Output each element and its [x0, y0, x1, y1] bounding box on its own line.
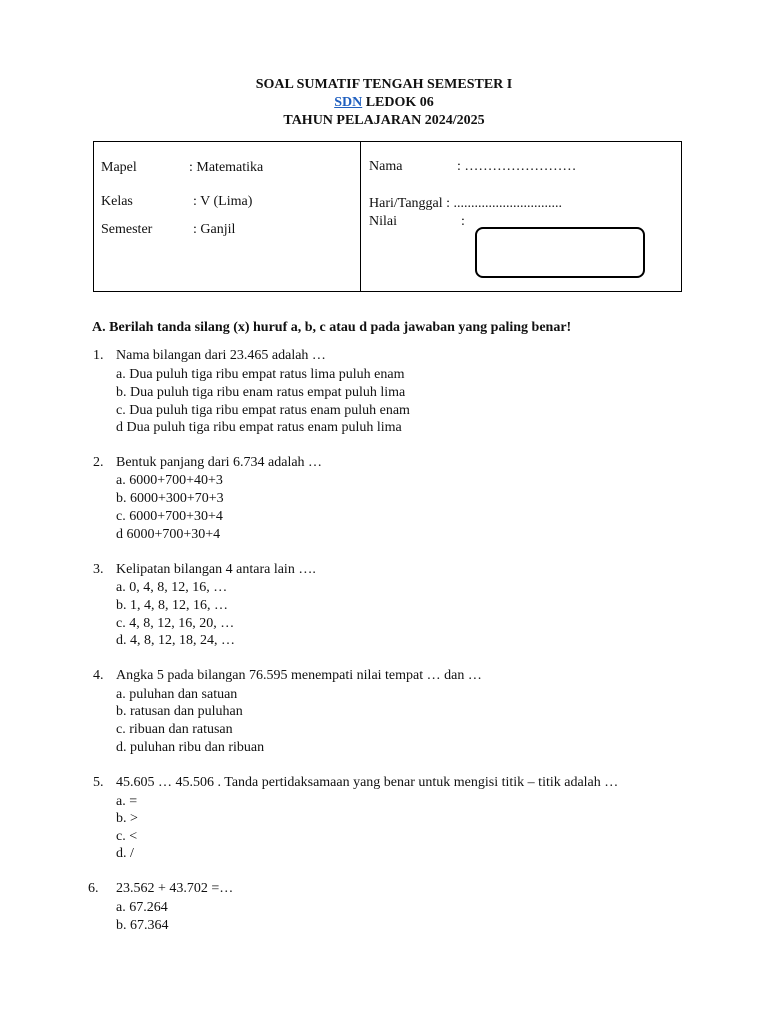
answer-option[interactable]: c. 6000+700+30+4 [116, 509, 223, 524]
question-number: 4. [93, 668, 104, 683]
info-box [93, 141, 682, 292]
info-divider [360, 142, 361, 291]
question-text: 23.562 + 43.702 =… [116, 881, 234, 896]
title-line-3: TAHUN PELAJARAN 2024/2025 [283, 113, 485, 128]
nama-label: Nama [369, 159, 403, 174]
answer-option[interactable]: a. 0, 4, 8, 12, 16, … [116, 580, 228, 595]
answer-option[interactable]: d 6000+700+30+4 [116, 527, 221, 542]
answer-option[interactable]: a. 6000+700+40+3 [116, 473, 223, 488]
answer-option[interactable]: b. ratusan dan puluhan [116, 704, 243, 719]
answer-option[interactable]: b. 67.364 [116, 918, 169, 933]
question-text: Kelipatan bilangan 4 antara lain …. [116, 562, 316, 577]
answer-option[interactable]: c. 4, 8, 12, 16, 20, … [116, 616, 235, 631]
answer-option[interactable]: a. puluhan dan satuan [116, 687, 238, 702]
school-name [0, 95, 768, 111]
question-number: 5. [93, 775, 104, 790]
answer-option[interactable]: d. puluhan ribu dan ribuan [116, 740, 265, 755]
kelas-value: : V (Lima) [193, 194, 253, 209]
hari-tanggal-field[interactable]: Hari/Tanggal : ............................... [369, 196, 563, 211]
question-text: Angka 5 pada bilangan 76.595 menempati nilai tempat … dan … [116, 668, 482, 683]
answer-option[interactable]: b. Dua puluh tiga ribu enam ratus empat puluh lima [116, 385, 406, 400]
answer-option[interactable]: d. / [116, 846, 134, 861]
answer-option[interactable]: c. Dua puluh tiga ribu empat ratus enam puluh enam [116, 403, 410, 418]
question-number: 1. [93, 348, 104, 363]
answer-option[interactable]: d Dua puluh tiga ribu empat ratus enam puluh lima [116, 420, 402, 435]
nilai-score-box[interactable] [475, 227, 645, 278]
nama-value[interactable]: : …………………… [457, 159, 577, 174]
question-text: Bentuk panjang dari 6.734 adalah … [116, 455, 323, 470]
answer-option[interactable]: c. < [116, 829, 138, 844]
answer-option[interactable]: a. 67.264 [116, 900, 168, 915]
question-number: 2. [93, 455, 104, 470]
answer-option[interactable]: a. Dua puluh tiga ribu empat ratus lima puluh enam [116, 367, 405, 382]
school-name-rest: LEDOK 06 [362, 95, 434, 110]
question-number: 3. [93, 562, 104, 577]
question-text: Nama bilangan dari 23.465 adalah … [116, 348, 326, 363]
kelas-label: Kelas [101, 194, 133, 209]
answer-option[interactable]: d. 4, 8, 12, 18, 24, … [116, 633, 235, 648]
semester-value: : Ganjil [193, 222, 236, 237]
mapel-value: : Matematika [189, 160, 264, 175]
school-link[interactable]: SDN [334, 95, 363, 110]
semester-label: Semester [101, 222, 153, 237]
answer-option[interactable]: a. = [116, 794, 138, 809]
answer-option[interactable]: b. 6000+300+70+3 [116, 491, 224, 506]
title-line-1: SOAL SUMATIF TENGAH SEMESTER I [255, 77, 513, 92]
section-a-instruction: A. Berilah tanda silang (x) huruf a, b, c atau d pada jawaban yang paling benar! [92, 320, 572, 335]
nilai-colon: : [461, 214, 465, 229]
question-number: 6. [88, 881, 99, 896]
mapel-label: Mapel [101, 160, 137, 175]
answer-option[interactable]: c. ribuan dan ratusan [116, 722, 233, 737]
answer-option[interactable]: b. > [116, 811, 138, 826]
answer-option[interactable]: b. 1, 4, 8, 12, 16, … [116, 598, 228, 613]
question-text: 45.605 … 45.506 . Tanda pertidaksamaan yang benar untuk mengisi titik – titik adalah … [116, 775, 619, 790]
nilai-label: Nilai [369, 214, 397, 229]
